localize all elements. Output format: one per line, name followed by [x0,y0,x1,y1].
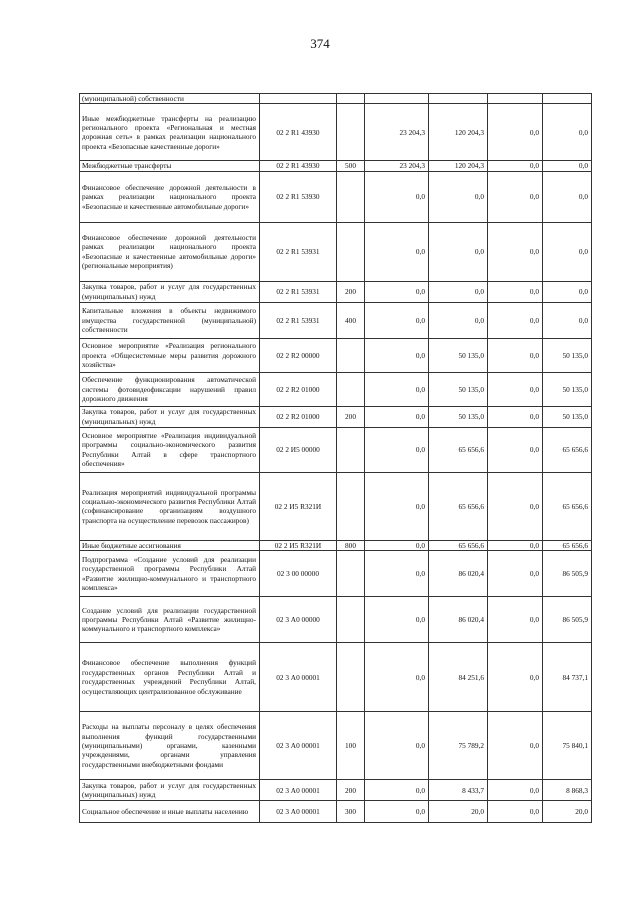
row-value-1-cell: 23 204,3 [365,161,429,171]
row-expense-type-cell: 300 [337,801,365,823]
table-row [80,338,592,372]
page-number: 374 [310,36,330,51]
table-body [80,94,592,823]
row-value-1-cell: 0,0 [365,372,429,406]
row-value-3-cell: 0,0 [488,643,543,712]
table-row [80,161,592,171]
row-expense-type-cell: 500 [337,161,365,171]
row-value-2-cell: 8 433,7 [429,780,488,801]
row-value-4-cell: 0,0 [543,302,592,338]
row-expense-type-cell [337,104,365,161]
table-row [80,406,592,427]
row-value-1-cell: 0,0 [365,338,429,372]
row-expense-type-cell [337,472,365,540]
row-value-2-cell: 0,0 [429,281,488,302]
row-value-1-cell: 0,0 [365,551,429,597]
row-value-2-cell: 0,0 [429,302,488,338]
row-value-2-cell: 86 020,4 [429,597,488,643]
row-name-cell: (муниципальной) собственности [80,94,260,104]
row-value-3-cell: 0,0 [488,161,543,171]
table-row [80,551,592,597]
table-row [80,780,592,801]
row-value-4-cell [543,94,592,104]
row-value-1-cell [365,94,429,104]
row-value-1-cell: 0,0 [365,712,429,780]
row-expense-type-cell: 200 [337,406,365,427]
table-row [80,472,592,540]
row-code-cell: 02 2 R1 53931 [260,302,337,338]
row-code-cell: 02 2 R1 53930 [260,171,337,222]
table-row [80,222,592,281]
row-expense-type-cell: 200 [337,281,365,302]
row-value-3-cell: 0,0 [488,406,543,427]
row-code-cell: 02 3 А0 00001 [260,643,337,712]
row-expense-type-cell [337,372,365,406]
row-name-cell: Создание условий для реализации государственной программы Республики Алтай «Развитие жилищно-коммунального и транспортного комплекса» [80,597,260,643]
row-name-cell: Финансовое обеспечение дорожной деятельности в рамках реализации национального проекта «Безопасные и качественные автомобильные дороги» [80,171,260,222]
table-row [80,427,592,472]
row-value-4-cell: 75 840,1 [543,712,592,780]
row-value-2-cell: 84 251,6 [429,643,488,712]
row-name-cell: Иные бюджетные ассигнования [80,540,260,550]
row-value-2-cell: 65 656,6 [429,472,488,540]
row-value-4-cell: 65 656,6 [543,427,592,472]
row-value-2-cell: 0,0 [429,171,488,222]
row-code-cell: 02 2 R2 01000 [260,406,337,427]
row-value-3-cell: 0,0 [488,597,543,643]
row-name-cell: Финансовое обеспечение дорожной деятельности рамках реализации национального проекта «Безопасные и качественные автомобильные дороги» (региональные мероприятия) [80,222,260,281]
table-row [80,94,592,104]
row-value-1-cell: 0,0 [365,171,429,222]
row-value-2-cell: 20,0 [429,801,488,823]
row-value-3-cell: 0,0 [488,780,543,801]
table-row [80,281,592,302]
row-code-cell [260,94,337,104]
row-value-2-cell: 65 656,6 [429,540,488,550]
table-row [80,597,592,643]
row-value-1-cell: 0,0 [365,427,429,472]
row-code-cell: 02 2 И5 R321И [260,540,337,550]
row-value-3-cell: 0,0 [488,338,543,372]
row-value-4-cell: 0,0 [543,171,592,222]
row-value-1-cell: 0,0 [365,780,429,801]
row-value-1-cell: 0,0 [365,540,429,550]
row-name-cell: Расходы на выплаты персоналу в целях обеспечения выполнения функций государственными (муниципальными) органами, казенными учреждениями, органами управления государственными внебюджетными фондами [80,712,260,780]
row-value-3-cell: 0,0 [488,281,543,302]
row-expense-type-cell [337,171,365,222]
row-name-cell: Иные межбюджетные трансферты на реализацию регионального проекта «Региональная и местная дорожная сеть» в рамках реализации национального проекта «Безопасные качественные дороги» [80,104,260,161]
row-expense-type-cell [337,222,365,281]
row-code-cell: 02 3 А0 00001 [260,801,337,823]
table-row [80,643,592,712]
row-name-cell: Реализация мероприятий индивидуальной программы социально-экономического развития Республики Алтай (софинансирование организациям воздушного транспорта на осуществление перевозок пассажиров) [80,472,260,540]
table-row [80,801,592,823]
row-value-1-cell: 0,0 [365,597,429,643]
row-expense-type-cell: 200 [337,780,365,801]
row-value-3-cell: 0,0 [488,540,543,550]
row-value-2-cell: 75 789,2 [429,712,488,780]
row-value-3-cell: 0,0 [488,551,543,597]
row-value-1-cell: 0,0 [365,406,429,427]
row-code-cell: 02 2 И5 R321И [260,472,337,540]
row-name-cell: Социальное обеспечение и иные выплаты населению [80,801,260,823]
row-value-4-cell: 0,0 [543,281,592,302]
row-value-1-cell: 0,0 [365,281,429,302]
row-code-cell: 02 3 А0 00001 [260,780,337,801]
row-value-4-cell: 50 135,0 [543,372,592,406]
row-value-2-cell: 50 135,0 [429,372,488,406]
row-value-3-cell: 0,0 [488,712,543,780]
row-value-1-cell: 0,0 [365,222,429,281]
row-value-3-cell [488,94,543,104]
row-name-cell: Межбюджетные трансферты [80,161,260,171]
row-code-cell: 02 2 R1 53931 [260,281,337,302]
row-value-3-cell: 0,0 [488,171,543,222]
row-expense-type-cell [337,551,365,597]
row-code-cell: 02 3 00 00000 [260,551,337,597]
row-name-cell: Закупка товаров, работ и услуг для государственных (муниципальных) нужд [80,281,260,302]
row-name-cell: Подпрограмма «Создание условий для реализации государственной программы Республики Алтай «Развитие жилищно-коммунального и транспортного комплекса» [80,551,260,597]
row-value-4-cell: 50 135,0 [543,338,592,372]
row-value-4-cell: 8 868,3 [543,780,592,801]
row-code-cell: 02 3 А0 00000 [260,597,337,643]
row-name-cell: Закупка товаров, работ и услуг для государственных (муниципальных) нужд [80,780,260,801]
row-value-4-cell: 86 505,9 [543,551,592,597]
row-expense-type-cell [337,597,365,643]
row-value-1-cell: 23 204,3 [365,104,429,161]
row-value-4-cell: 0,0 [543,222,592,281]
row-value-2-cell: 65 656,6 [429,427,488,472]
row-value-1-cell: 0,0 [365,643,429,712]
row-value-2-cell: 0,0 [429,222,488,281]
table-row [80,171,592,222]
table-row [80,104,592,161]
table-row [80,712,592,780]
row-value-3-cell: 0,0 [488,104,543,161]
row-value-2-cell: 120 204,3 [429,161,488,171]
row-value-1-cell: 0,0 [365,302,429,338]
row-name-cell: Обеспечение функционирования автоматической системы фотовидеофиксации нарушений правил дорожного движения [80,372,260,406]
row-value-2-cell: 50 135,0 [429,338,488,372]
row-value-2-cell: 50 135,0 [429,406,488,427]
row-value-4-cell: 0,0 [543,161,592,171]
row-name-cell: Финансовое обеспечение выполнения функций государственных органов Республики Алтай и государственных учреждений Республики Алтай, осуществляющих централизованное обслуживание [80,643,260,712]
row-code-cell: 02 2 R2 00000 [260,338,337,372]
row-value-4-cell: 86 505,9 [543,597,592,643]
row-value-3-cell: 0,0 [488,372,543,406]
row-expense-type-cell: 100 [337,712,365,780]
row-value-3-cell: 0,0 [488,302,543,338]
row-value-1-cell: 0,0 [365,472,429,540]
row-value-4-cell: 0,0 [543,104,592,161]
row-name-cell: Основное мероприятие «Реализация регионального проекта «Общесистемные меры развития дорожного хозяйства» [80,338,260,372]
row-code-cell: 02 2 R1 53931 [260,222,337,281]
row-value-2-cell: 86 020,4 [429,551,488,597]
row-code-cell: 02 3 А0 00001 [260,712,337,780]
table-row [80,302,592,338]
row-value-3-cell: 0,0 [488,801,543,823]
budget-table [79,93,592,823]
row-expense-type-cell: 400 [337,302,365,338]
row-value-4-cell: 65 656,6 [543,540,592,550]
row-code-cell: 02 2 И5 00000 [260,427,337,472]
row-name-cell: Основное мероприятие «Реализация индивидуальной программы социально-экономического развития Республики Алтай в сфере транспортного обеспечения» [80,427,260,472]
row-name-cell: Закупка товаров, работ и услуг для государственных (муниципальных) нужд [80,406,260,427]
row-value-4-cell: 20,0 [543,801,592,823]
row-value-4-cell: 84 737,1 [543,643,592,712]
row-value-4-cell: 50 135,0 [543,406,592,427]
row-value-3-cell: 0,0 [488,222,543,281]
table-row [80,372,592,406]
row-expense-type-cell [337,643,365,712]
row-expense-type-cell: 800 [337,540,365,550]
row-value-4-cell: 65 656,6 [543,472,592,540]
row-value-2-cell: 120 204,3 [429,104,488,161]
row-expense-type-cell [337,338,365,372]
row-value-2-cell [429,94,488,104]
row-expense-type-cell [337,94,365,104]
row-code-cell: 02 2 R2 01000 [260,372,337,406]
row-value-3-cell: 0,0 [488,427,543,472]
row-value-1-cell: 0,0 [365,801,429,823]
row-code-cell: 02 2 R1 43930 [260,104,337,161]
row-code-cell: 02 2 R1 43930 [260,161,337,171]
row-expense-type-cell [337,427,365,472]
table-row [80,540,592,550]
row-value-3-cell: 0,0 [488,472,543,540]
row-name-cell: Капитальные вложения в объекты недвижимого имущества государственной (муниципальной) собственности [80,302,260,338]
